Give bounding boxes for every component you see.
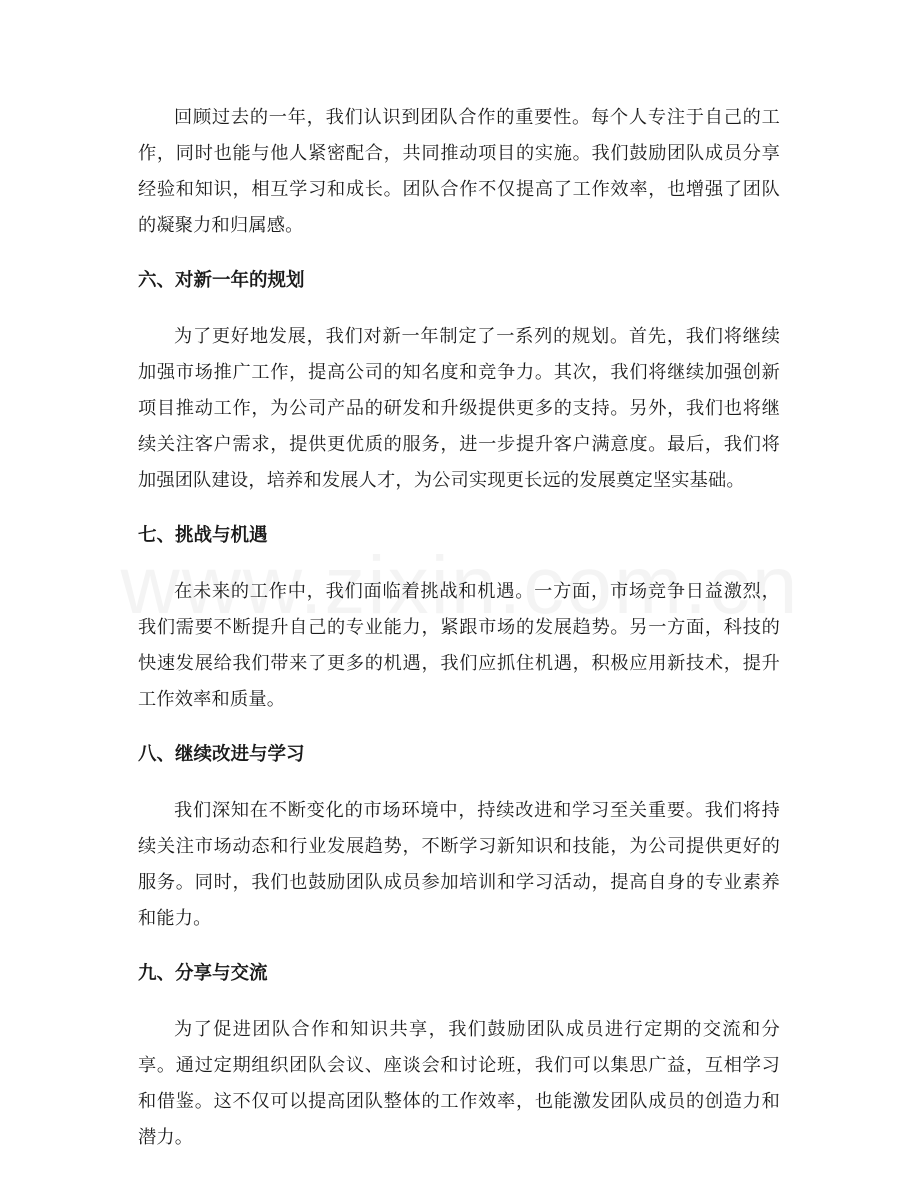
section-8-paragraph: 我们深知在不断变化的市场环境中，持续改进和学习至关重要。我们将持续关注市场动态和行业发展趋势，不断学习新知识和技能，为公司提供更好的服务。同时，我们也鼓励团队成员参加培训和学习活动，提高自身的专业素养和能力。	[138, 800, 780, 929]
section-7-paragraph: 在未来的工作中，我们面临着挑战和机遇。一方面，市场竞争日益激烈，我们需要不断提升自己的专业能力，紧跟市场的发展趋势。另一方面，科技的快速发展给我们带来了更多的机遇，我们应抓住机遇，积极应用新技术，提升工作效率和质量。	[138, 581, 780, 710]
document-body	[138, 100, 780, 1156]
section-6-paragraph: 为了更好地发展，我们对新一年制定了一系列的规划。首先，我们将继续加强市场推广工作，提高公司的知名度和竞争力。其次，我们将继续加强创新项目推动工作，为公司产品的研发和升级提供更多的支持。另外，我们也将继续关注客户需求，提供更优质的服务，进一步提升客户满意度。最后，我们将加强团队建设，培养和发展人才，为公司实现更长远的发展奠定坚实基础。	[138, 326, 780, 491]
section-7-heading: 七、挑战与机遇	[138, 525, 268, 546]
section-9-heading: 九、分享与交流	[138, 963, 268, 984]
section-6-heading: 六、对新一年的规划	[138, 270, 305, 291]
section-8-heading: 八、继续改进与学习	[138, 744, 305, 765]
intro-paragraph: 回顾过去的一年，我们认识到团队合作的重要性。每个人专注于自己的工作，同时也能与他人紧密配合，共同推动项目的实施。我们鼓励团队成员分享经验和知识，相互学习和成长。团队合作不仅提高了工作效率，也增强了团队的凝聚力和归属感。	[138, 107, 780, 236]
section-9-paragraph: 为了促进团队合作和知识共享，我们鼓励团队成员进行定期的交流和分享。通过定期组织团队会议、座谈会和讨论班，我们可以集思广益，互相学习和借鉴。这不仅可以提高团队整体的工作效率，也能激发团队成员的创造力和潜力。	[138, 1019, 780, 1148]
